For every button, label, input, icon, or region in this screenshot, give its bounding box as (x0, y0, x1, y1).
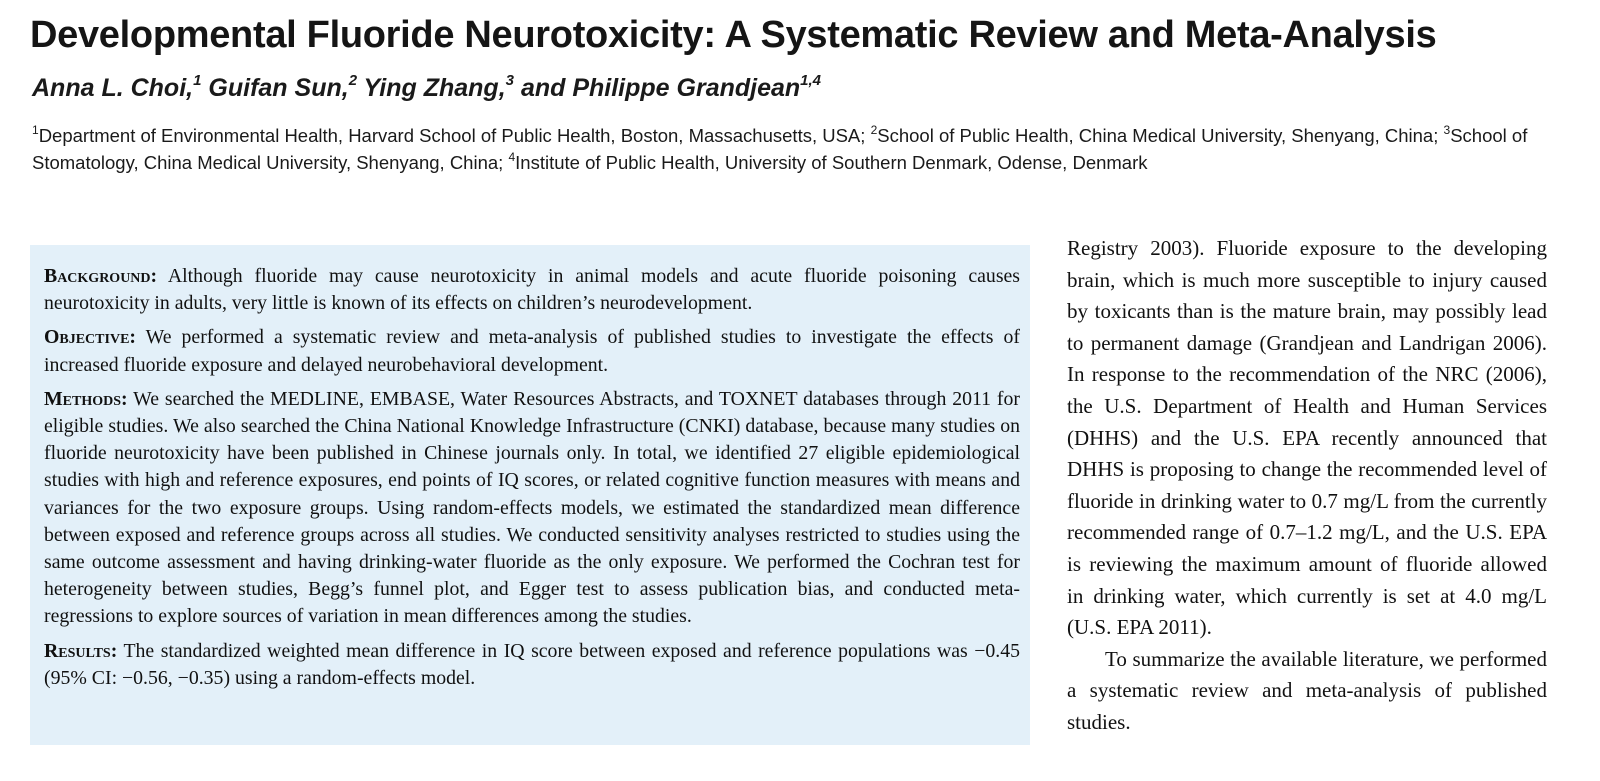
body-column-right (1067, 233, 1547, 745)
author-affiliation-mark: 1 (193, 71, 202, 89)
abstract-objective (44, 324, 1020, 378)
abstract-results (44, 638, 1020, 692)
author-list (32, 71, 822, 103)
article-title: Developmental Fluoride Neurotoxicity: A Systematic Review and Meta-Analysis (30, 14, 1437, 56)
author-name: Ying Zhang, (363, 74, 506, 102)
abstract-objective-label: Objective: (44, 326, 136, 349)
affiliation-mark: 3 (1443, 122, 1451, 137)
affiliations (32, 122, 1572, 176)
body-paragraph: To summarize the available literature, we performed a systematic review and meta-analysis of published studies. (1067, 646, 1547, 734)
abstract-results-text: The standardized weighted mean difference in IQ score between exposed and reference populations was −0.45 (95% CI: −0.56, −0.35) using a random-effects model. (44, 639, 1020, 689)
abstract-background-text: Although fluoride may cause neurotoxicity in animal models and acute fluoride poisoning causes neurotoxicity in adults, very little is known of its effects on children’s neurodevelopment. (44, 265, 1020, 315)
abstract-box (30, 245, 1030, 745)
author-separator: and (514, 74, 573, 102)
affiliation-text: School of Stomatology, China Medical University, Shenyang, China; (32, 125, 1528, 173)
abstract-results-label: Results: (44, 639, 118, 662)
affiliation-text: School of Public Health, China Medical University, Shenyang, China; (877, 125, 1444, 146)
abstract-methods-text: We searched the MEDLINE, EMBASE, Water Resources Abstracts, and TOXNET databases through 2011 for eligible studies. We also searched the China National Knowledge Infrastructure (CNKI) database, because many studies on fluoride neurotoxicity have been published in Chinese journals only. In total, we identified 27 eligible epidemiological studies with high and reference exposures, end points of IQ scores, or related cognitive function measures with means and variances for the two exposure groups. Using random-effects models, we estimated the standardized mean difference between exposed and reference groups across all studies. We conducted sensitivity analyses restricted to studies using the same outcome assessment and having drinking-water fluoride as the only exposure. We performed the Cochran test for heterogeneity between studies, Begg’s funnel plot, and Egger test to assess publication bias, and conducted meta-regressions to explore sources of variation in mean differences among the studies. (44, 387, 1020, 628)
body-paragraph: Registry 2003). Fluoride exposure to the developing brain, which is much more susceptible to injury caused by toxicants than is the mature brain, may possibly lead to permanent damage (Grandjean and Landrigan 2006). In response to the recommendation of the NRC (2006), the U.S. Department of Health and Human Services (DHHS) and the U.S. EPA recently announced that DHHS is proposing to change the recommended level of fluoride in drinking water to 0.7 mg/L from the currently recommended range of 0.7–1.2 mg/L, and the U.S. EPA is reviewing the maximum amount of fluoride allowed in drinking water, which currently is set at 4.0 mg/L (U.S. EPA 2011). (1067, 236, 1547, 640)
affiliation-mark: 4 (508, 149, 516, 164)
affiliation-mark: 2 (870, 122, 878, 137)
author-affiliation-mark: 1,4 (800, 71, 822, 89)
author-name: Guifan Sun, (208, 74, 349, 102)
author-name: Philippe Grandjean (572, 74, 801, 102)
affiliation-mark: 1 (32, 122, 39, 137)
abstract-content (44, 263, 1020, 699)
author-affiliation-mark: 3 (505, 71, 514, 89)
abstract-methods-label: Methods: (44, 387, 128, 410)
affiliation-text: Institute of Public Health, University of Southern Denmark, Odense, Denmark (515, 152, 1148, 173)
abstract-methods (44, 386, 1020, 631)
abstract-background-label: Background: (44, 265, 158, 287)
author-name: Anna L. Choi, (32, 74, 194, 102)
affiliation-text: Department of Environmental Health, Harvard School of Public Health, Boston, Massachusetts, USA; (38, 125, 871, 146)
author-affiliation-mark: 2 (348, 71, 358, 89)
abstract-objective-text: We performed a systematic review and meta-analysis of published studies to investigate the effects of increased fluoride exposure and delayed neurobehavioral development. (44, 326, 1020, 376)
abstract-background (44, 263, 1020, 317)
